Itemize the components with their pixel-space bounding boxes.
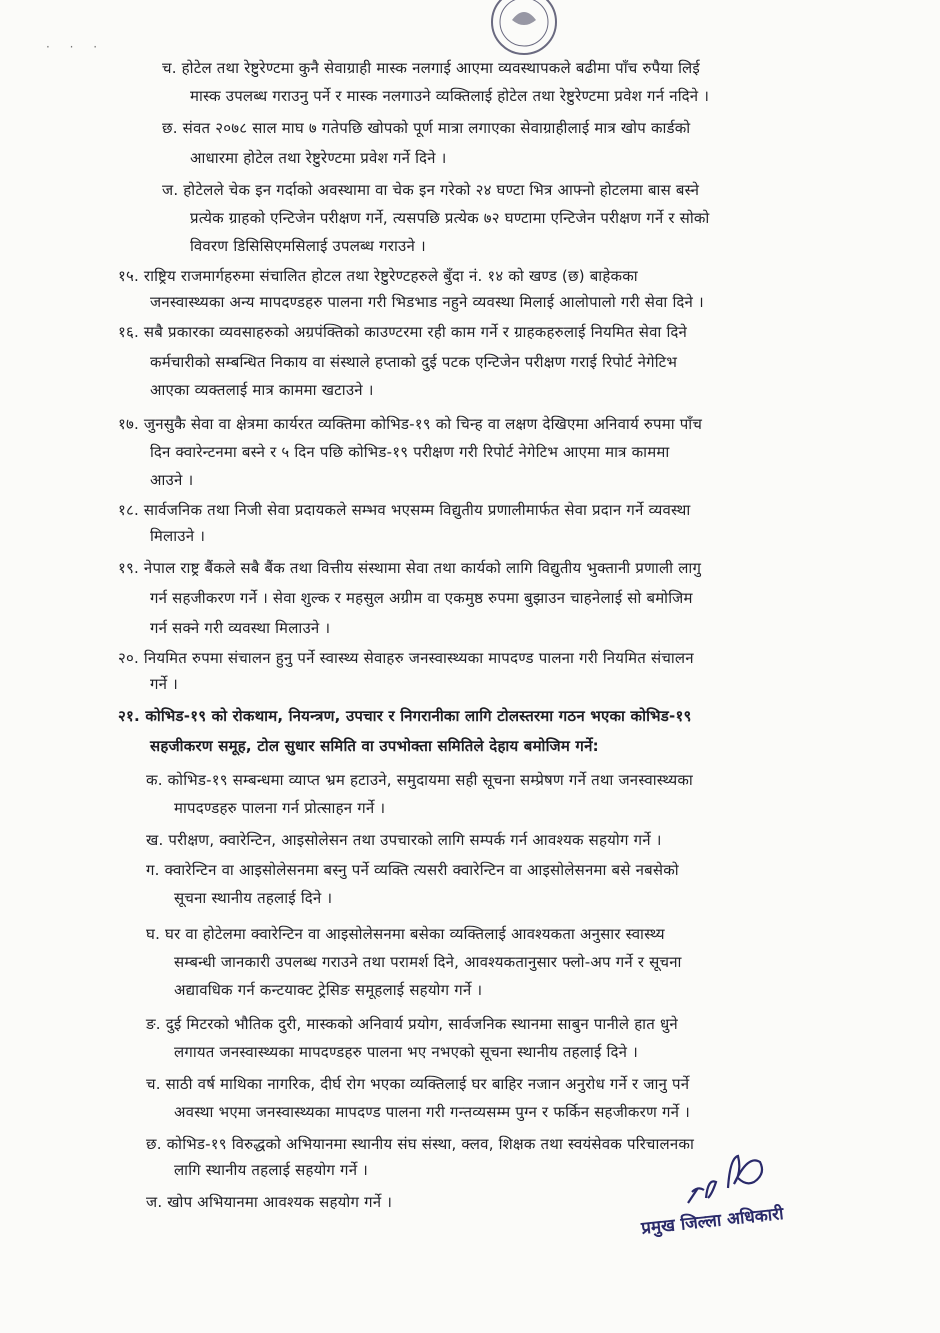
para-17-line3: आउने ।: [150, 471, 194, 489]
para-16-line1: १६. सबै प्रकारका व्यवसाहरुको अग्रपंक्तिको काउण्टरमा रही काम गर्ने र ग्राहकहरुलाई नियमित सेवा दिने: [118, 323, 688, 341]
item-j-line3: विवरण डिसिसिएमसिलाई उपलब्ध गराउने ।: [190, 237, 426, 255]
sub-gha-line3: अद्यावधिक गर्न कन्टयाक्ट ट्रेसिङ समूहलाई सहयोग गर्ने ।: [174, 981, 483, 999]
para-16-line2: कर्मचारीको सम्बन्धित निकाय वा संस्थाले हप्ताको दुई पटक एन्टिजेन परीक्षण गराई रिपोर्ट नेगेटिभ: [150, 353, 678, 371]
item-ch-line2: मास्क उपलब्ध गराउनु पर्ने र मास्क नलगाउने व्यक्तिलाई होटेल तथा रेष्टुरेण्टमा प्रवेश गर्न नदिने ।: [190, 87, 710, 105]
sub-kha-line1: ख. परीक्षण, क्वारेन्टिन, आइसोलेसन तथा उपचारको लागि सम्पर्क गर्न आवश्यक सहयोग गर्ने ।: [146, 831, 662, 849]
para-18-line1: १८. सार्वजनिक तथा निजी सेवा प्रदायकले सम्भव भएसम्म विद्युतीय प्रणालीमार्फत सेवा प्रदान गर्ने व्यवस्था: [118, 501, 691, 519]
para-17-line2: दिन क्वारेन्टनमा बस्ने र ५ दिन पछि कोभिड-१९ परीक्षण गरी रिपोर्ट नेगेटिभ आएमा मात्र काममा: [150, 443, 670, 461]
sub-nga-line2: लगायत जनस्वास्थ्यका मापदण्डहरु पालना भए नभएको सूचना स्थानीय तहलाई दिने ।: [174, 1043, 638, 1061]
sub-ka-line2: मापदण्डहरु पालना गर्न प्रोत्साहन गर्ने ।: [174, 799, 386, 817]
sub-cha-line2: अवस्था भएमा जनस्वास्थ्यका मापदण्ड पालना गरी गन्तव्यसम्म पुग्न र फर्किन सहजीकरण गर्ने ।: [174, 1103, 691, 1121]
item-j-line2: प्रत्येक ग्राहको एन्टिजेन परीक्षण गर्ने, त्यसपछि प्रत्येक ७२ घण्टामा एन्टिजेन परीक्षण गर्ने र सोको: [190, 209, 710, 227]
para-18-line2: मिलाउने ।: [150, 527, 206, 545]
item-chh-line2: आधारमा होटेल तथा रेष्टुरेण्टमा प्रवेश गर्ने दिने ।: [190, 149, 447, 167]
sub-ga-line1: ग. क्वारेन्टिन वा आइसोलेसनमा बस्नु पर्ने व्यक्ति त्यसरी क्वारेन्टिन वा आइसोलेसनमा बसे नबसेको: [146, 861, 679, 879]
sub-cha-line1: च. साठी वर्ष माथिका नागरिक, दीर्घ रोग भएका व्यक्तिलाई घर बाहिर नजान अनुरोध गर्ने र जानु पर्ने: [146, 1075, 690, 1093]
signature-title: प्रमुख जिल्ला अधिकारी: [640, 1204, 785, 1239]
para-21-line1: २१. कोभिड-१९ को रोकथाम, नियन्त्रण, उपचार र निगरानीका लागि टोलस्तरमा गठन भएका कोभिड-१९: [118, 707, 692, 725]
sub-ja-line1: ज. खोप अभियानमा आवश्यक सहयोग गर्ने ।: [146, 1193, 393, 1211]
para-17-line1: १७. जुनसुकै सेवा वा क्षेत्रमा कार्यरत व्यक्तिमा कोभिड-१९ को चिन्ह वा लक्षण देखिएमा अनिवार्य रुपमा पाँच: [118, 415, 703, 433]
para-19-line1: १९. नेपाल राष्ट्र बैंकले सबै बैंक तथा वित्तीय संस्थामा सेवा तथा कार्यको लागि विद्युतीय भुक्तानी प्रणाली लागु: [118, 559, 702, 577]
para-16-line3: आएका व्यक्तलाई मात्र काममा खटाउने ।: [150, 381, 374, 399]
sub-nga-line1: ङ. दुई मिटरको भौतिक दुरी, मास्कको अनिवार्य प्रयोग, सार्वजनिक स्थानमा साबुन पानीले हात धुने: [146, 1015, 678, 1033]
margin-marks: · · ·: [46, 40, 106, 54]
item-chh-line1: छ. संवत २०७८ साल माघ ७ गतेपछि खोपको पूर्ण मात्रा लगाएका सेवाग्राहीलाई मात्र खोप कार्डको: [162, 119, 691, 137]
sub-chha-line2: लागि स्थानीय तहलाई सहयोग गर्ने ।: [174, 1161, 369, 1179]
sub-gha-line2: सम्बन्धी जानकारी उपलब्ध गराउने तथा परामर्श दिने, आवश्यकतानुसार फ्लो-अप गर्ने र सूचना: [174, 953, 682, 971]
para-20-line1: २०. नियमित रुपमा संचालन हुनु पर्ने स्वास्थ्य सेवाहरु जनस्वास्थ्यका मापदण्ड पालना गरी नियमित संचालन: [118, 649, 694, 667]
item-j-line1: ज. होटेलले चेक इन गर्दाको अवस्थामा वा चेक इन गरेको २४ घण्टा भित्र आफ्नो होटलमा बास बस्ने: [162, 181, 700, 199]
para-19-line3: गर्न सक्ने गरी व्यवस्था मिलाउने ।: [150, 619, 331, 637]
para-21-line2: सहजीकरण समूह, टोल सुधार समिति वा उपभोक्ता समितिले देहाय बमोजिम गर्ने:: [150, 737, 599, 755]
para-15-line2: जनस्वास्थ्यका अन्य मापदण्डहरु पालना गरी भिडभाड नहुने व्यवस्था मिलाई आलोपालो गरी सेवा दिने ।: [150, 293, 704, 311]
sub-ga-line2: सूचना स्थानीय तहलाई दिने ।: [174, 889, 333, 907]
sub-ka-line1: क. कोभिड-१९ सम्बन्धमा व्याप्त भ्रम हटाउने, समुदायमा सही सूचना सम्प्रेषण गर्ने तथा जनस्वास्थ्यका: [146, 771, 694, 789]
para-15-line1: १५. राष्ट्रिय राजमार्गहरुमा संचालित होटल तथा रेष्टुरेण्टहरुले बुँदा नं. १४ को खण्ड (छ) बाहेकका: [118, 267, 638, 285]
para-20-line2: गर्ने ।: [150, 675, 179, 693]
sub-chha-line1: छ. कोभिड-१९ विरुद्धको अभियानमा स्थानीय संघ संस्था, क्लव, शिक्षक तथा स्वयंसेवक परिचालनका: [146, 1135, 695, 1153]
item-ch-line1: च. होटेल तथा रेष्टुरेण्टमा कुनै सेवाग्राही मास्क नलगाई आएमा व्यवस्थापकले बढीमा पाँच रुपैया लिई: [162, 59, 700, 77]
para-19-line2: गर्न सहजीकरण गर्ने । सेवा शुल्क र महसुल अग्रीम वा एकमुष्ठ रुपमा बुझाउन चाहनेलाई सो बमोजिम: [150, 589, 693, 607]
sub-gha-line1: घ. घर वा होटेलमा क्वारेन्टिन वा आइसोलेसनमा बसेका व्यक्तिलाई आवश्यकता अनुसार स्वास्थ्य: [146, 925, 665, 943]
office-seal: [484, 0, 564, 60]
